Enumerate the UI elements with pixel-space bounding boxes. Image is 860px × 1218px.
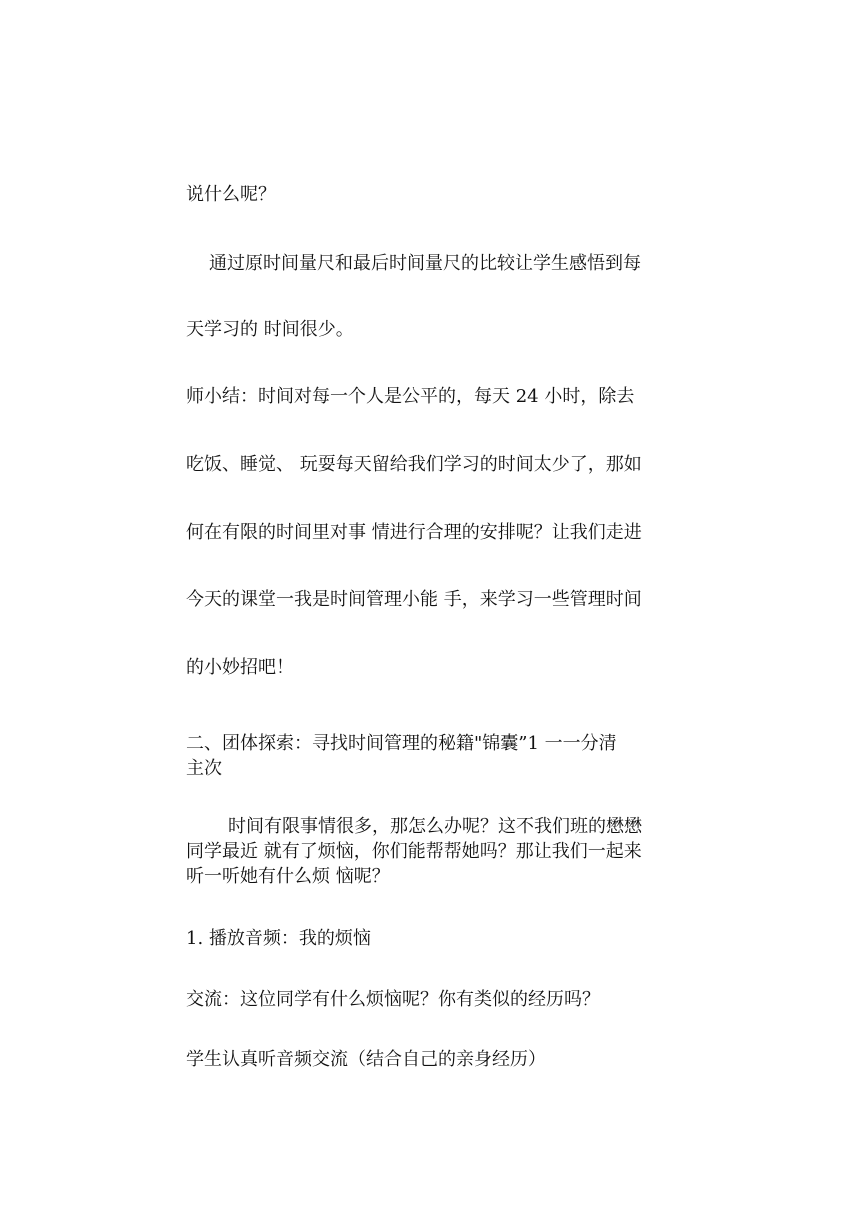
paragraph-line: 学生认真听音频交流（结合自己的亲身经历） <box>186 1049 546 1070</box>
paragraph-line: 通过原时间量尺和最后时间量尺的比较让学生感悟到每 <box>209 253 641 274</box>
paragraph-line: 同学最近 就有了烦恼，你们能帮帮她吗？那让我们一起来 <box>186 841 642 862</box>
paragraph-line: 今天的课堂一我是时间管理小能 手，来学习一些管理时间 <box>186 589 642 610</box>
section-heading: 二、团体探索：寻找时间管理的秘籍"锦囊”1 一一分清 <box>186 733 617 754</box>
paragraph-line: 时间有限事情很多，那怎么办呢？这不我们班的懋懋 <box>228 816 642 837</box>
section-heading-continued: 主次 <box>186 758 222 779</box>
paragraph-line: 何在有限的时间里对事 情进行合理的安排呢？让我们走进 <box>186 522 642 543</box>
paragraph-line: 吃饭、睡觉、 玩耍每天留给我们学习的时间太少了，那如 <box>186 454 642 475</box>
paragraph-line: 的小妙招吧！ <box>186 657 294 678</box>
paragraph-line: 听一听她有什么烦 恼呢？ <box>186 866 390 887</box>
paragraph-line: 说什么呢？ <box>186 184 276 205</box>
paragraph-line: 师小结：时间对每一个人是公平的，每天 24 小时，除去 <box>186 386 635 407</box>
paragraph-line: 天学习的 时间很少。 <box>186 319 354 340</box>
paragraph-line: 交流：这位同学有什么烦恼呢？你有类似的经历吗？ <box>186 989 600 1010</box>
list-item: 1. 播放音频：我的烦恼 <box>186 928 371 949</box>
